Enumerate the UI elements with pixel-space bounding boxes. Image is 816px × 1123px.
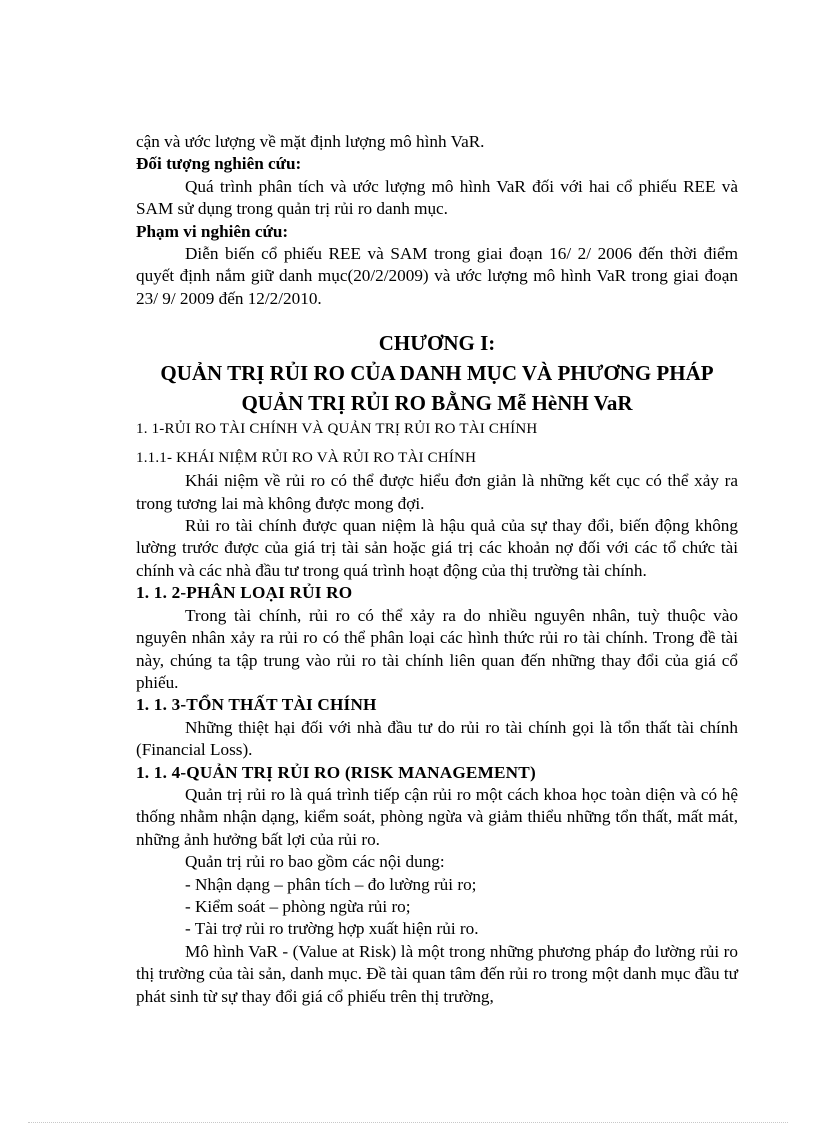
bullet-item: - Tài trợ rủi ro trường hợp xuất hiện rủi ro. (185, 919, 479, 939)
scope-text: Diễn biến cổ phiếu REE và SAM trong giai đoạn 16/ 2/ 2006 đến thời điểm quyết định nắm giữ danh mục(20/2/2009) và ước lượng mô hình VaR trong giai đoạn 23/ 9/ 2009 đến 12/2/2010. (136, 244, 738, 308)
chapter-title-line1: QUẢN TRỊ RỦI RO CỦA DANH MỤC VÀ PHƯƠNG PHÁP (160, 361, 714, 386)
risk-concept-paragraph: Khái niệm về rủi ro có thể được hiểu đơn giản là những kết cục có thể xảy ra trong tương lai mà không được mong đợi. (136, 471, 738, 513)
chapter-title-line2: QUẢN TRỊ RỦI RO BẰNG Mễ HèNH VaR (241, 391, 633, 416)
section-1-1-heading: 1. 1-RỦI RO TÀI CHÍNH VÀ QUẢN TRỊ RỦI RO TÀI CHÍNH (136, 421, 538, 438)
section-1-1-1-heading: 1.1.1- KHÁI NIỆM RỦI RO VÀ RỦI RO TÀI CHÍNH (136, 450, 477, 467)
risk-management-content: Quản trị rủi ro bao gồm các nội dung: (185, 852, 445, 872)
section-1-1-3-heading: 1. 1. 3-TỔN THẤT TÀI CHÍNH (136, 695, 377, 715)
page-content (136, 131, 738, 1008)
bullet-item: - Kiểm soát – phòng ngừa rủi ro; (185, 896, 411, 916)
classification-paragraph: Trong tài chính, rủi ro có thể xảy ra do nhiều nguyên nhân, tuỳ thuộc vào nguyên nhân xảy ra rủi ro có thể phân loại các hình thức rủi ro tài chính. Trong đề tài này, chúng ta tập trung vào rủi ro tài chính liên quan đến những thay đổi của giá cổ phiếu. (136, 605, 738, 692)
chapter-number: CHƯƠNG I: (378, 331, 496, 356)
var-paragraph: Mô hình VaR - (Value at Risk) là một trong những phương pháp đo lường rủi ro thị trường của tài sản, danh mục. Đề tài quan tâm đến rủi ro trong một danh mục đầu tư phát sinh từ sự thay đổi giá cổ phiếu trên thị trường, (136, 941, 738, 1006)
scope-heading: Phạm vi nghiên cứu: (136, 221, 289, 241)
object-heading: Đối tượng nghiên cứu: (136, 154, 302, 174)
bullet-item: - Nhận dạng – phân tích – đo lường rủi ro; (185, 874, 477, 894)
object-text: Quá trình phân tích và ước lượng mô hình VaR đối với hai cổ phiếu REE và SAM sử dụng trong quản trị rủi ro danh mục. (136, 176, 738, 219)
financial-risk-paragraph: Rủi ro tài chính được quan niệm là hậu quả của sự thay đổi, biến động không lường trước được của giá trị tài sản hoặc giá trị các khoản nợ đối với các tổ chức tài chính và các nhà đầu tư trong quá trình hoạt động của thị trường tài chính. (136, 516, 738, 580)
risk-management-paragraph: Quản trị rủi ro là quá trình tiếp cận rủi ro một cách khoa học toàn diện và có hệ thống nhằm nhận dạng, kiểm soát, phòng ngừa và giảm thiểu những tổn thất, mất mát, những ảnh hưởng bất lợi của rủi ro. (136, 784, 738, 849)
section-1-1-2-heading: 1. 1. 2-PHÂN LOẠI RỦI RO (136, 583, 353, 603)
section-1-1-4-heading: 1. 1. 4-QUẢN TRỊ RỦI RO (RISK MANAGEMENT) (136, 762, 536, 782)
intro-line: cận và ước lượng về mặt định lượng mô hình VaR. (136, 132, 485, 151)
financial-loss-paragraph: Những thiệt hại đối với nhà đầu tư do rủi ro tài chính gọi là tổn thất tài chính (Financial Loss). (136, 717, 738, 760)
